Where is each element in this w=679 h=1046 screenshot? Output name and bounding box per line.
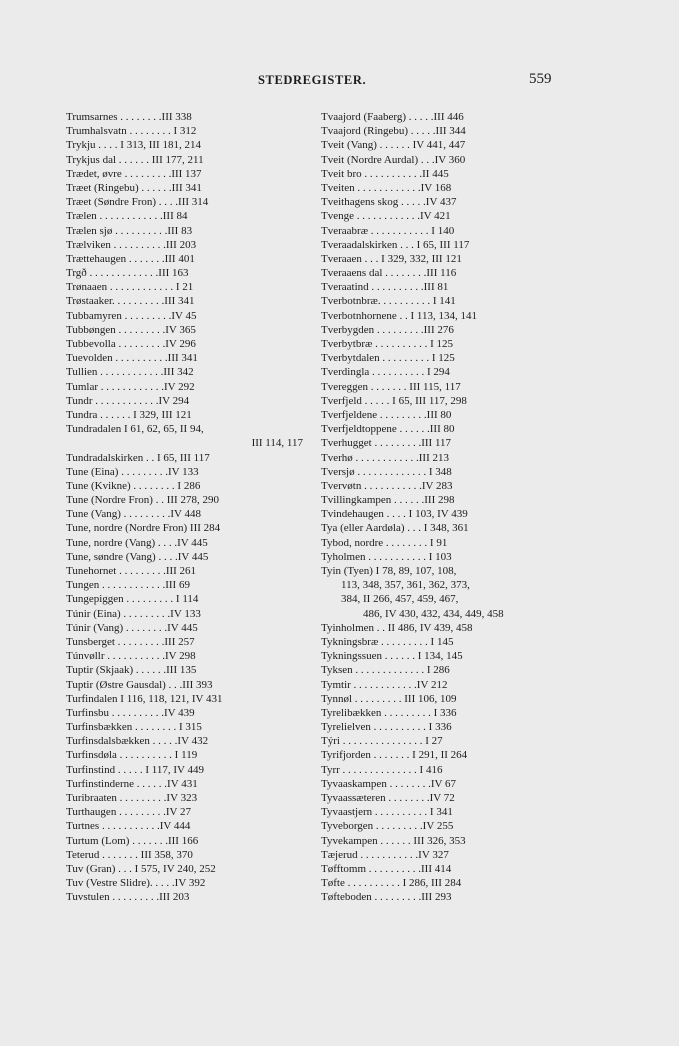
register-entry: Tveraatind . . . . . . . . . .III 81 <box>321 281 449 294</box>
register-entry: Trykju . . . . I 313, III 181, 214 <box>66 139 201 152</box>
register-entry: Tveithagens skog . . . . .IV 437 <box>321 196 457 209</box>
register-entry: Turthaugen . . . . . . . . .IV 27 <box>66 806 191 819</box>
register-entry: Týri . . . . . . . . . . . . . . . I 27 <box>321 735 443 748</box>
register-entry: Tundradalskirken . . I 65, III 117 <box>66 451 210 464</box>
register-entry: Tøfteboden . . . . . . . . .III 293 <box>321 891 452 904</box>
register-entry: Tveraaen . . . I 329, 332, III 121 <box>321 252 462 265</box>
register-entry: Tullien . . . . . . . . . . . .III 342 <box>66 366 194 379</box>
register-entry: Tuv (Gran) . . . I 575, IV 240, 252 <box>66 862 216 875</box>
register-entry: Tæjerud . . . . . . . . . . .IV 327 <box>321 848 449 861</box>
register-entry: Tune (Nordre Fron) . . III 278, 290 <box>66 494 219 507</box>
register-entry: Trædet, øvre . . . . . . . . .III 137 <box>66 167 202 180</box>
register-entry: Tuptir (Østre Gausdal) . . .III 393 <box>66 678 213 691</box>
register-entry: Tymtir . . . . . . . . . . . .IV 212 <box>321 678 448 691</box>
register-entry: Turfinsbu . . . . . . . . . .IV 439 <box>66 706 195 719</box>
register-entry: Træet (Ringebu) . . . . . .III 341 <box>66 181 202 194</box>
register-entry: Tune (Vang) . . . . . . . . .IV 448 <box>66 508 202 521</box>
register-entry: Turfinstind . . . . . I 117, IV 449 <box>66 763 205 776</box>
register-entry: Tvaajord (Faaberg) . . . . .III 446 <box>321 111 464 123</box>
register-entry: Trgð . . . . . . . . . . . . .III 163 <box>66 267 189 280</box>
register-entry: Tverdingla . . . . . . . . . . I 294 <box>321 366 450 379</box>
register-entry: Trumsarnes . . . . . . . .III 338 <box>66 111 192 123</box>
register-entry: Tvenge . . . . . . . . . . . .IV 421 <box>321 210 451 223</box>
register-entry: Tyveborgen . . . . . . . . .IV 255 <box>321 820 454 833</box>
page-title: STEDREGISTER. <box>258 73 367 87</box>
register-entry: Tverbygden . . . . . . . . .III 276 <box>321 323 454 336</box>
register-entry: Tverbytbræ . . . . . . . . . . I 125 <box>321 338 453 350</box>
register-entry: Tvillingkampen . . . . . .III 298 <box>321 494 455 507</box>
register-entry: Tubbamyren . . . . . . . . .IV 45 <box>66 309 197 322</box>
register-entry: Tyvaastjern . . . . . . . . . . I 341 <box>321 806 453 819</box>
register-entry: Tya (eller Aardøla) . . . I 348, 361 <box>321 522 469 535</box>
register-entry: Tveraaens dal . . . . . . . .III 116 <box>321 267 457 280</box>
register-entry: Tyksen . . . . . . . . . . . . . I 286 <box>321 664 450 677</box>
register-entry: Tøfftomm . . . . . . . . . .III 414 <box>321 862 452 875</box>
register-entry: Tverfjeldene . . . . . . . . .III 80 <box>321 408 452 421</box>
register-entry: Túnir (Eina) . . . . . . . . .IV 133 <box>66 607 201 620</box>
register-entry: 486, IV 430, 432, 434, 449, 458 <box>363 607 504 620</box>
register-entry: Tverbotnhornene . . I 113, 134, 141 <box>321 309 478 322</box>
register-entry: Tveit (Vang) . . . . . . IV 441, 447 <box>321 139 466 152</box>
register-entry: Tykningsbræ . . . . . . . . . I 145 <box>321 635 454 648</box>
register-entry: Trumhalsvatn . . . . . . . . I 312 <box>66 125 197 138</box>
register-entry: Træet (Søndre Fron) . . . .III 314 <box>66 196 209 209</box>
register-entry: Tuptir (Skjaak) . . . . . .III 135 <box>66 664 197 677</box>
register-entry: Teterud . . . . . . . III 358, 370 <box>66 848 193 861</box>
register-entry: Tyrr . . . . . . . . . . . . . . I 416 <box>321 763 443 776</box>
register-entry: Tverbytdalen . . . . . . . . . I 125 <box>321 352 455 365</box>
register-entry: Tyrelibækken . . . . . . . . . I 336 <box>321 706 457 719</box>
register-entry: Túnvøllr . . . . . . . . . . .IV 298 <box>66 650 196 663</box>
register-entry: Turfindalen I 116, 118, 121, IV 431 <box>66 692 223 705</box>
register-entry: Tvaajord (Ringebu) . . . . .III 344 <box>321 125 466 138</box>
register-entry: Turfinsbækken . . . . . . . . I 315 <box>66 721 202 734</box>
register-entry: Tubbøngen . . . . . . . . .IV 365 <box>66 323 196 336</box>
register-entry: Turtnes . . . . . . . . . . .IV 444 <box>66 820 191 833</box>
register-entry: Tundradalen I 61, 62, 65, II 94, <box>66 423 204 436</box>
register-entry: Tundr . . . . . . . . . . . .IV 294 <box>66 394 190 407</box>
register-entry: Tveraabræ . . . . . . . . . . . I 140 <box>321 224 455 237</box>
register-entry: Túnir (Vang) . . . . . . . .IV 445 <box>66 621 198 634</box>
register-entry: Tvindehaugen . . . . I 103, IV 439 <box>321 508 468 521</box>
register-entry: Tversjø . . . . . . . . . . . . . I 348 <box>321 465 452 478</box>
register-entry: Trykjus dal . . . . . . III 177, 211 <box>66 153 204 166</box>
register-entry: Tune (Eina) . . . . . . . . .IV 133 <box>66 465 199 478</box>
register-entry: Turtum (Lom) . . . . . . .III 166 <box>66 834 199 847</box>
register-entry: Tungen . . . . . . . . . . . .III 69 <box>66 579 190 592</box>
register-entry: Tverhø . . . . . . . . . . . .III 213 <box>321 451 450 464</box>
register-entry: Tunehornet . . . . . . . . .III 261 <box>66 565 197 577</box>
register-entry: Tybod, nordre . . . . . . . . I 91 <box>321 536 448 549</box>
register-entry: Trælviken . . . . . . . . . .III 203 <box>66 238 197 251</box>
register-entry: Turfinsdalsbækken . . . . .IV 432 <box>66 735 209 748</box>
register-entry: Tøfte . . . . . . . . . . I 286, III 284 <box>321 877 462 890</box>
register-entry: Tunsberget . . . . . . . . .III 257 <box>66 635 195 648</box>
register-entry: Tvereggen . . . . . . . III 115, 117 <box>321 380 461 393</box>
register-entry: Trættehaugen . . . . . . .III 401 <box>66 252 195 265</box>
register-entry: Tynnøl . . . . . . . . . III 106, 109 <box>321 692 457 705</box>
register-entry: Tyin (Tyen) I 78, 89, 107, 108, <box>321 565 457 577</box>
register-entry: Tyinholmen . . II 486, IV 439, 458 <box>321 621 473 634</box>
register-entry: Tuevolden . . . . . . . . . .III 341 <box>66 352 198 365</box>
left-column <box>66 110 303 905</box>
register-entry: Tyvaaskampen . . . . . . . .IV 67 <box>321 777 456 790</box>
register-entry: Tverhugget . . . . . . . . .III 117 <box>321 437 452 450</box>
page-number: 559 <box>529 71 552 87</box>
register-entry: Tverfjeldtoppene . . . . . .III 80 <box>321 423 455 436</box>
register-entry: Tune, nordre (Nordre Fron) III 284 <box>66 522 221 535</box>
register-entry: Tveiten . . . . . . . . . . . .IV 168 <box>321 181 452 194</box>
register-entry: Tveit (Nordre Aurdal) . . .IV 360 <box>321 153 466 166</box>
register-entry: Tverbotnbræ. . . . . . . . . . I 141 <box>321 295 456 308</box>
register-entry: Trøstaaker. . . . . . . . . .III 341 <box>66 295 195 308</box>
register-entry: Tveit bro . . . . . . . . . . .II 445 <box>321 167 449 180</box>
register-entry: Tvervøtn . . . . . . . . . . .IV 283 <box>321 479 453 492</box>
register-entry: Tungepiggen . . . . . . . . . I 114 <box>66 593 199 606</box>
register-entry: Tuvstulen . . . . . . . . .III 203 <box>66 891 190 904</box>
register-entry: Tune, søndre (Vang) . . . .IV 445 <box>66 550 209 563</box>
register-entry: Turibraaten . . . . . . . . .IV 323 <box>66 792 198 804</box>
register-entry: 113, 348, 357, 361, 362, 373, <box>341 579 470 592</box>
register-entry: Tyrifjorden . . . . . . . I 291, II 264 <box>321 749 468 762</box>
register-entry: Tune, nordre (Vang) . . . .IV 445 <box>66 536 208 549</box>
register-entry: III 114, 117 <box>251 437 303 450</box>
register-entry: Tyvaassæteren . . . . . . . .IV 72 <box>321 792 455 804</box>
page-header <box>0 73 679 91</box>
register-entry: Tyholmen . . . . . . . . . . . I 103 <box>321 550 452 563</box>
register-entry: Tumlar . . . . . . . . . . . .IV 292 <box>66 380 195 393</box>
register-entry: Trælen . . . . . . . . . . . .III 84 <box>66 210 188 223</box>
register-entry: Turfinstinderne . . . . . .IV 431 <box>66 777 198 790</box>
register-entry: Turfinsdøla . . . . . . . . . . I 119 <box>66 749 198 762</box>
register-entry: Trønaaen . . . . . . . . . . . . I 21 <box>66 281 194 294</box>
register-entry: Tveraadalskirken . . . I 65, III 117 <box>321 238 470 251</box>
right-column <box>321 110 554 905</box>
register-entry: Tyvekampen . . . . . . III 326, 353 <box>321 834 466 847</box>
register-entry: Tyrelielven . . . . . . . . . . I 336 <box>321 721 452 734</box>
register-entry: Tykningssuen . . . . . . I 134, 145 <box>321 650 463 663</box>
register-entry: Tuv (Vestre Slidre). . . . .IV 392 <box>66 877 206 890</box>
register-entry: Tverfjeld . . . . . I 65, III 117, 298 <box>321 394 467 407</box>
register-entry: 384, II 266, 457, 459, 467, <box>341 593 459 606</box>
register-entry: Tundra . . . . . . I 329, III 121 <box>66 408 192 421</box>
register-entry: Tubbevolla . . . . . . . . .IV 296 <box>66 338 196 350</box>
register-entry: Tune (Kvikne) . . . . . . . . I 286 <box>66 479 201 492</box>
register-entry: Trælen sjø . . . . . . . . . .III 83 <box>66 224 193 237</box>
